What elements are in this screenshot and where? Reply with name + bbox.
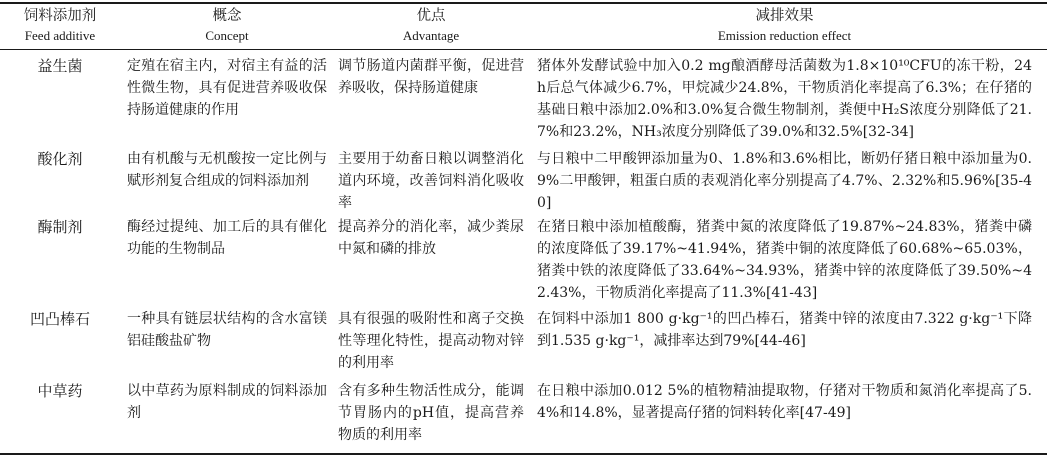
additive-advantage: 提高养分的消化率，减少粪尿中氮和磷的排放	[338, 219, 524, 257]
additive-effect: 在饲料中添加1 800 g·kg⁻¹的凹凸棒石，猪粪中锌的浓度由7.322 g·kg⁻¹下降到1.535 g·kg⁻¹，减排率达到79%[44-46]	[537, 311, 1032, 349]
additive-name: 酸化剂	[37, 150, 83, 168]
table-top-rule	[0, 2, 1047, 4]
header-effect-en: Emission reduction effect	[717, 28, 852, 43]
header-advantage-en: Advantage	[402, 28, 460, 43]
additive-concept: 酶经过提纯、加工后的具有催化功能的生物制品	[127, 219, 327, 257]
additive-effect: 猪体外发酵试验中加入0.2 mg酿酒酵母活菌数为1.8×10¹⁰CFU的冻干粉，24 h后总气体减少6.7%，甲烷减少24.8%，干物质消化率提高了6.3%；在仔猪的基础日粮中添加2.0%和3.0%复合微生物制剂，粪便中H₂S浓度分别降低了21.7%和23.2%，NH₃浓度分别降低了39.0%和32.5%[32-34]	[537, 58, 1032, 140]
header-additive-en: Feed additive	[24, 28, 96, 43]
additive-name: 凹凸棒石	[29, 310, 90, 328]
additive-effect: 在猪日粮中添加植酸酶，猪粪中氮的浓度降低了19.87%~24.83%，猪粪中磷的浓度降低了39.17%~41.94%，猪粪中铜的浓度降低了60.68%~65.03%，猪粪中铁的浓度降低了33.64%~34.93%，猪粪中锌的浓度降低了39.50%~42.43%，干物质消化率提高了11.3%[41-43]	[537, 219, 1032, 301]
additive-concept: 定殖在宿主内，对宿主有益的活性微生物，具有促进营养吸收保持肠道健康的作用	[127, 58, 327, 118]
header-additive-zh: 饲料添加剂	[23, 8, 97, 24]
additive-name: 酶制剂	[37, 218, 83, 236]
header-effect-zh: 减排效果	[755, 8, 814, 24]
additive-advantage: 主要用于幼畜日粮以调整消化道内环境，改善饲料消化吸收率	[338, 151, 524, 211]
header-advantage	[338, 6, 524, 46]
header-effect	[537, 6, 1032, 46]
additive-advantage: 调节肠道内菌群平衡，促进营养吸收，保持肠道健康	[338, 58, 524, 96]
additive-name: 益生菌	[37, 57, 83, 75]
header-concept-zh: 概念	[212, 8, 242, 24]
header-concept-en: Concept	[205, 28, 249, 43]
header-advantage-zh: 优点	[416, 8, 446, 24]
additive-effect: 在日粮中添加0.012 5%的植物精油提取物，仔猪对干物质和氮消化率提高了5.4%和14.8%，显著提高仔猪的饲料转化率[47-49]	[537, 383, 1032, 421]
additive-concept: 一种具有链层状结构的含水富镁铝硅酸盐矿物	[127, 311, 327, 349]
additive-advantage: 具有很强的吸附性和离子交换性等理化特性，提高动物对锌的利用率	[338, 311, 524, 371]
additive-effect: 与日粮中二甲酸钾添加量为0、1.8%和3.6%相比，断奶仔猪日粮中添加量为0.9%二甲酸钾，粗蛋白质的表观消化率分别提高了4.7%、2.32%和5.96%[35-40]	[537, 151, 1032, 211]
header-additive	[10, 6, 110, 46]
table-bottom-rule	[0, 453, 1047, 455]
additive-name: 中草药	[37, 382, 83, 400]
table-header-rule	[0, 49, 1047, 50]
header-concept	[127, 6, 327, 46]
additive-advantage: 含有多种生物活性成分，能调节胃肠内的pH值，提高营养物质的利用率	[338, 383, 524, 443]
additive-concept: 以中草药为原料制成的饲料添加剂	[127, 383, 327, 421]
additive-concept: 由有机酸与无机酸按一定比例与赋形剂复合组成的饲料添加剂	[127, 151, 327, 189]
